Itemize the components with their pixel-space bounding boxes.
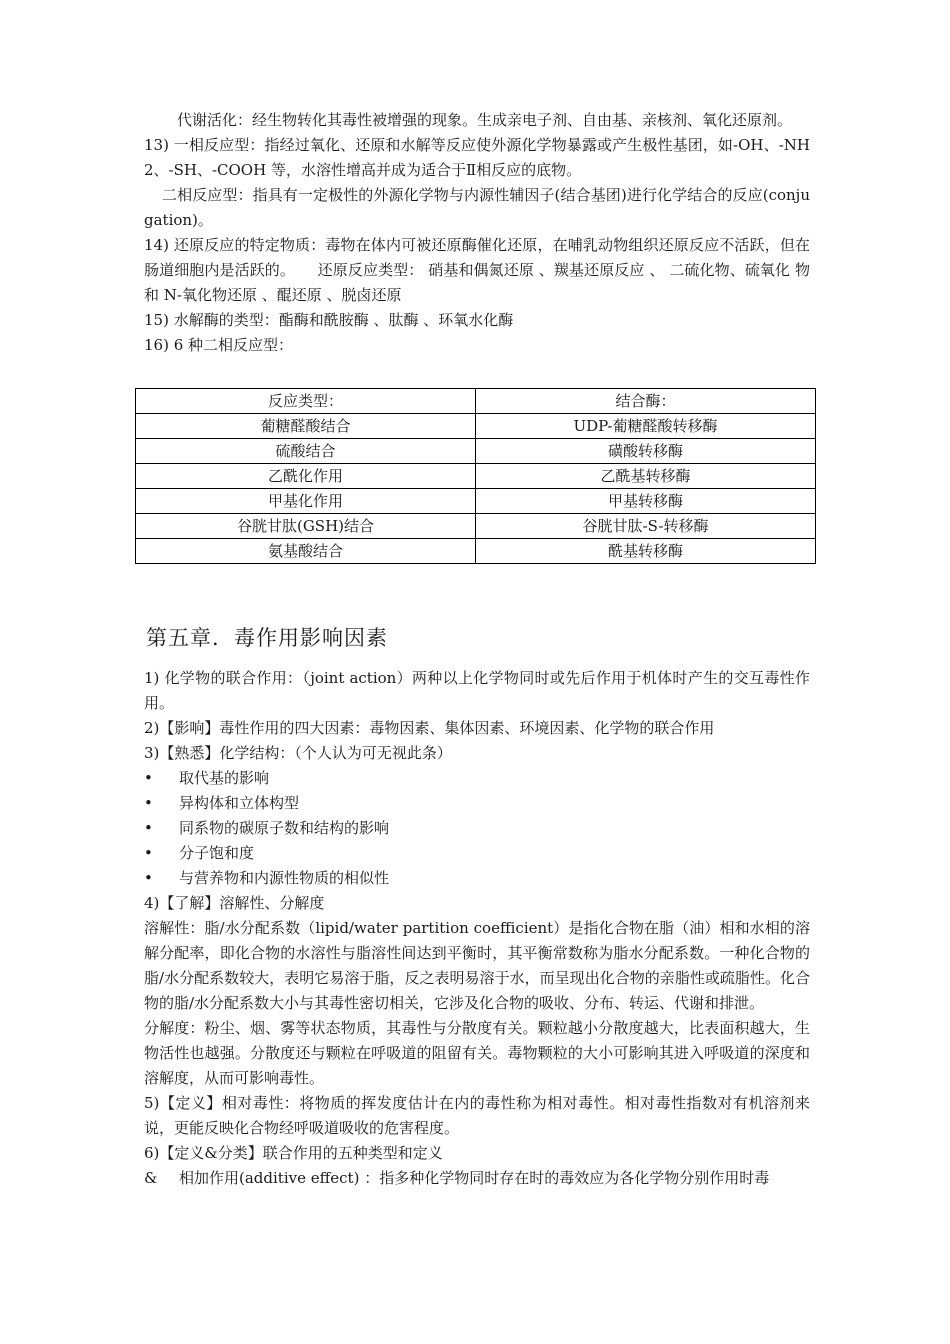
paragraph-joint-action: 1) 化学物的联合作用：（joint action）两种以上化学物同时或先后作用于机体时产生的交互毒性作用。 xyxy=(144,669,810,712)
paragraph-four-factors: 2)【影响】毒性作用的四大因素：毒物因素、集体因素、环境因素、化学物的联合作用 xyxy=(144,719,715,737)
paragraph-additive-effect: 相加作用(additive effect) ：指多种化学物同时存在时的毒效应为各化学物分别作用时毒 xyxy=(179,1169,770,1187)
list-item xyxy=(144,791,810,816)
lower-text-block xyxy=(144,666,810,1191)
list-item xyxy=(144,866,810,891)
chapter-title: 第五章．毒作用影响因素 xyxy=(146,626,388,650)
bullet-icon: • xyxy=(144,769,153,787)
list-item-text: 分子饱和度 xyxy=(179,844,255,862)
table-row xyxy=(136,514,816,539)
list-item xyxy=(144,816,810,841)
table-header-cell: 结合酶： xyxy=(476,389,816,414)
table-cell: 酰基转移酶 xyxy=(476,539,816,564)
ampersand-marker: & xyxy=(144,1169,158,1187)
table-cell: 磺酸转移酶 xyxy=(476,439,816,464)
paragraph-metabolic-activation: 代谢活化：经生物转化其毒性被增强的现象。生成亲电子剂、自由基、亲核剂、氧化还原剂。 xyxy=(177,111,793,129)
paragraph-solubility: 溶解性：脂/水分配系数（lipid/water partition coefficient）是指化合物在脂（油）相和水相的溶解分配率，即化合物的水溶性与脂溶性间达到平衡时，其平衡常数称为脂水分配系数。一种化合物的脂/水分配系数较大，表明它易溶于脂，反之表明易溶于水，而呈现出化合物的亲脂性或疏脂性。化合物的脂/水分配系数大小与其毒性密切相关，它涉及化合物的吸收、分布、转运、代谢和排泄。 xyxy=(144,919,810,1012)
list-item-text: 与营养物和内源性物质的相似性 xyxy=(179,869,390,887)
upper-text-block xyxy=(144,108,810,358)
bullet-icon: • xyxy=(144,844,153,862)
list-item xyxy=(144,1166,810,1191)
table-cell: 甲基转移酶 xyxy=(476,489,816,514)
table-row xyxy=(136,464,816,489)
table-cell: 甲基化作用 xyxy=(136,489,476,514)
table-cell: 葡糖醛酸结合 xyxy=(136,414,476,439)
table-row xyxy=(136,414,816,439)
bullet-icon: • xyxy=(144,794,153,812)
paragraph-dispersity: 分解度：粉尘、烟、雾等状态物质，其毒性与分散度有关。颗粒越小分散度越大，比表面积越大，生物活性也越强。分散度还与颗粒在呼吸道的阻留有关。毒物颗粒的大小可影响其进入呼吸道的深度和溶解度，从而可影响毒性。 xyxy=(144,1019,810,1087)
table-cell: 硫酸结合 xyxy=(136,439,476,464)
paragraph-solubility-heading: 4)【了解】溶解性、分解度 xyxy=(144,894,325,912)
list-item xyxy=(144,841,810,866)
table-header-row xyxy=(136,389,816,414)
list-item-text: 取代基的影响 xyxy=(179,769,270,787)
paragraph-chemical-structure: 3)【熟悉】化学结构：（个人认为可无视此条） xyxy=(144,744,452,762)
table-row xyxy=(136,439,816,464)
paragraph-joint-action-types: 6)【定义&分类】联合作用的五种类型和定义 xyxy=(144,1144,443,1162)
table-cell: 乙酰化作用 xyxy=(136,464,476,489)
table-row xyxy=(136,489,816,514)
paragraph-reduction-reaction: 14) 还原反应的特定物质：毒物在体内可被还原酶催化还原，在哺乳动物组织还原反应不活跃，但在肠道细胞内是活跃的。 还原反应类型： 硝基和偶氮还原 、羰基还原反应 、 二硫化物、硫氧化 物和 N-氧化物还原 、醌还原 、脱卤还原 xyxy=(144,236,810,304)
paragraph-phase2-reaction: 二相反应型：指具有一定极性的外源化学物与内源性辅因子(结合基团)进行化学结合的反应(conjugation)。 xyxy=(144,186,810,229)
list-item-text: 异构体和立体构型 xyxy=(179,794,300,812)
bullet-icon: • xyxy=(144,819,153,837)
paragraph-relative-toxicity: 5)【定义】相对毒性：将物质的挥发度估计在内的毒性称为相对毒性。相对毒性指数对有机溶剂来说，更能反映化合物经呼吸道吸收的危害程度。 xyxy=(144,1094,810,1137)
phase2-enzyme-table xyxy=(135,388,816,564)
table-cell: 氨基酸结合 xyxy=(136,539,476,564)
table-cell: 谷胱甘肽-S-转移酶 xyxy=(476,514,816,539)
list-item-text: 同系物的碳原子数和结构的影响 xyxy=(179,819,390,837)
table-header-cell: 反应类型： xyxy=(136,389,476,414)
bullet-icon: • xyxy=(144,869,153,887)
paragraph-phase1-reaction: 13) 一相反应型：指经过氧化、还原和水解等反应使外源化学物暴露或产生极性基团，如-OH、-NH2、-SH、-COOH 等，水溶性增高并成为适合于Ⅱ相反应的底物。 xyxy=(144,136,810,179)
table-cell: UDP-葡糖醛酸转移酶 xyxy=(476,414,816,439)
paragraph-six-phase2-types: 16) 6 种二相反应型： xyxy=(144,336,294,354)
table-row xyxy=(136,539,816,564)
paragraph-hydrolase-types: 15) 水解酶的类型：酯酶和酰胺酶 、肽酶 、环氧水化酶 xyxy=(144,311,514,329)
table-cell: 谷胱甘肽(GSH)结合 xyxy=(136,514,476,539)
table-cell: 乙酰基转移酶 xyxy=(476,464,816,489)
list-item xyxy=(144,766,810,791)
